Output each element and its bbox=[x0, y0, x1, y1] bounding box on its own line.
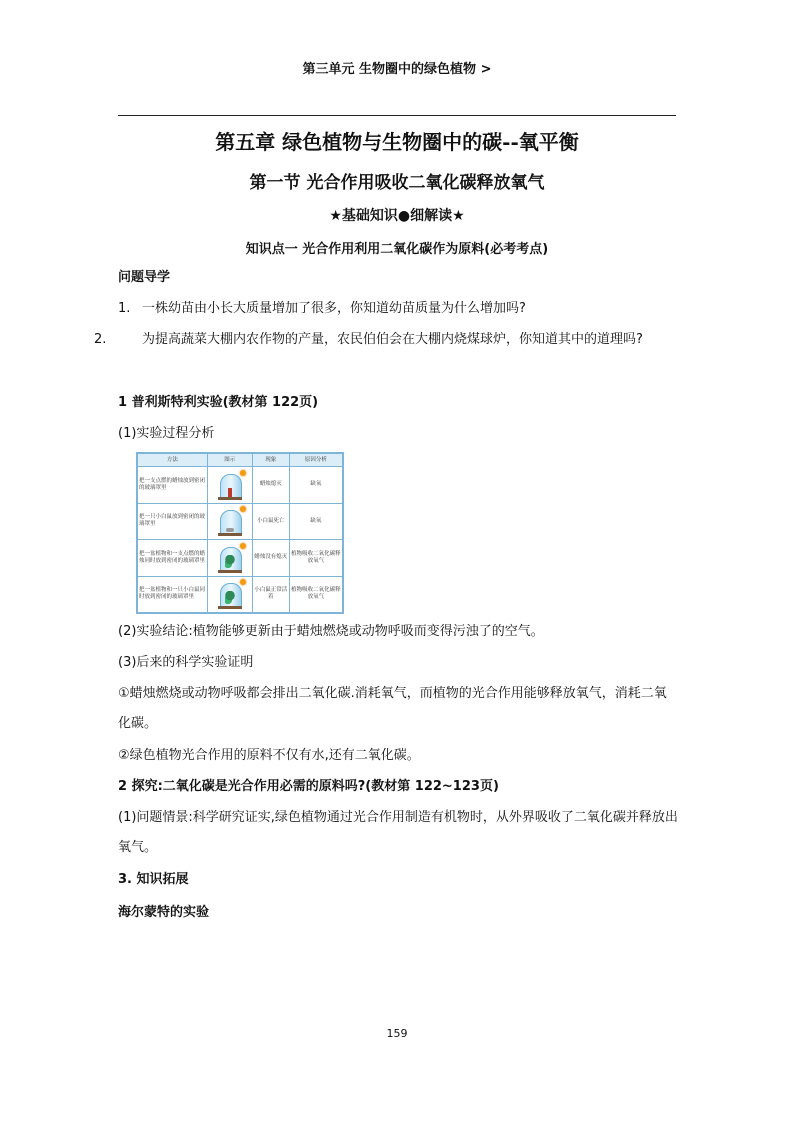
question-1-number: 1. bbox=[118, 301, 131, 316]
table-cell-illustration bbox=[207, 467, 252, 504]
table-cell-method: 把一支点燃的蜡烛放到密闭的玻璃罩里 bbox=[138, 467, 208, 504]
experiment-1-heading: 1 普利斯特利实验(教材第 122页) bbox=[118, 395, 319, 410]
table-cell-method: 把一只小白鼠放到密闭的玻璃罩里 bbox=[138, 503, 208, 540]
table-cell-method: 把一盆植物和一只小白鼠同时放到密闭的玻璃罩里 bbox=[138, 576, 208, 613]
table-cell-phenomenon: 小白鼠正常活着 bbox=[252, 576, 289, 613]
table-cell-reason: 缺氧 bbox=[289, 467, 342, 504]
problem-heading: 问题导学 bbox=[118, 270, 171, 285]
table-header-phenomenon: 现象 bbox=[252, 454, 289, 467]
experiment-1-sub3: (3)后来的科学实验证明 bbox=[118, 655, 254, 670]
question-2-text: 为提高蔬菜大棚内农作物的产量，农民伯伯会在大棚内烧煤球炉，你知道其中的道理吗? bbox=[142, 332, 643, 347]
table-cell-phenomenon: 小白鼠死亡 bbox=[252, 503, 289, 540]
experiment-table-figure bbox=[136, 452, 344, 614]
proof-2: ②绿色植物光合作用的原料不仅有水,还有二氧化碳。 bbox=[118, 748, 420, 763]
bell-jar-plant-mouse-icon bbox=[218, 579, 242, 609]
table-row bbox=[138, 467, 343, 504]
chapter-title: 第五章 绿色植物与生物圈中的碳--氧平衡 bbox=[215, 130, 579, 154]
question-2-number: 2. bbox=[94, 332, 107, 347]
question-1 bbox=[118, 294, 678, 324]
table-cell-reason: 植物吸收二氧化碳释放氧气 bbox=[289, 576, 342, 613]
table-row bbox=[138, 540, 343, 577]
experiment-1-sub1: (1)实验过程分析 bbox=[118, 426, 215, 441]
table-cell-illustration bbox=[207, 503, 252, 540]
experiment-2-heading: 2 探究:二氧化碳是光合作用必需的原料吗?(教材第 122~123页) bbox=[118, 779, 499, 794]
experiment-1-conclusion: (2)实验结论:植物能够更新由于蜡烛燃烧或动物呼吸而变得污浊了的空气。 bbox=[118, 624, 544, 639]
bell-jar-plant-candle-icon bbox=[218, 543, 242, 573]
table-header-illustration: 图示 bbox=[207, 454, 252, 467]
bell-jar-mouse-icon bbox=[218, 506, 242, 536]
bell-jar-candle-icon bbox=[218, 470, 242, 500]
question-2 bbox=[94, 325, 702, 355]
experiment-2-sub1: (1)问题情景:科学研究证实,绿色植物通过光合作用制造有机物时，从外界吸收了二氧化碳并释放出氧气。 bbox=[118, 810, 678, 855]
page-number: 159 bbox=[386, 1027, 408, 1040]
section-title: 第一节 光合作用吸收二氧化碳释放氧气 bbox=[249, 173, 545, 193]
table-cell-reason: 植物吸收二氧化碳释放氧气 bbox=[289, 540, 342, 577]
table-cell-illustration bbox=[207, 576, 252, 613]
question-1-text: 一株幼苗由小长大质量增加了很多，你知道幼苗质量为什么增加吗? bbox=[142, 301, 526, 316]
extension-heading: 3. 知识拓展 bbox=[118, 872, 189, 887]
running-header: 第三单元 生物圈中的绿色植物 > bbox=[302, 62, 492, 77]
table-header-method: 方法 bbox=[138, 454, 208, 467]
knowledge-point-heading: 知识点一 光合作用利用二氧化碳作为原料(必考考点) bbox=[245, 242, 549, 257]
header-rule bbox=[118, 115, 676, 116]
table-row bbox=[138, 503, 343, 540]
banner-heading: ★基础知识●细解读★ bbox=[329, 208, 465, 224]
table-header-reason: 原因分析 bbox=[289, 454, 342, 467]
table-cell-phenomenon: 蜡烛没有熄灭 bbox=[252, 540, 289, 577]
experiment-table bbox=[137, 453, 343, 613]
table-cell-reason: 缺氧 bbox=[289, 503, 342, 540]
table-cell-method: 把一盆植物和一支点燃的蜡烛同时放到密闭的玻璃罩里 bbox=[138, 540, 208, 577]
proof-1: ①蜡烛燃烧或动物呼吸都会排出二氧化碳.消耗氧气，而植物的光合作用能够释放氧气，消耗二氧化碳。 bbox=[118, 686, 667, 731]
table-cell-phenomenon: 蜡烛熄灭 bbox=[252, 467, 289, 504]
table-cell-illustration bbox=[207, 540, 252, 577]
table-row bbox=[138, 576, 343, 613]
helmont-heading: 海尔蒙特的实验 bbox=[118, 905, 210, 920]
